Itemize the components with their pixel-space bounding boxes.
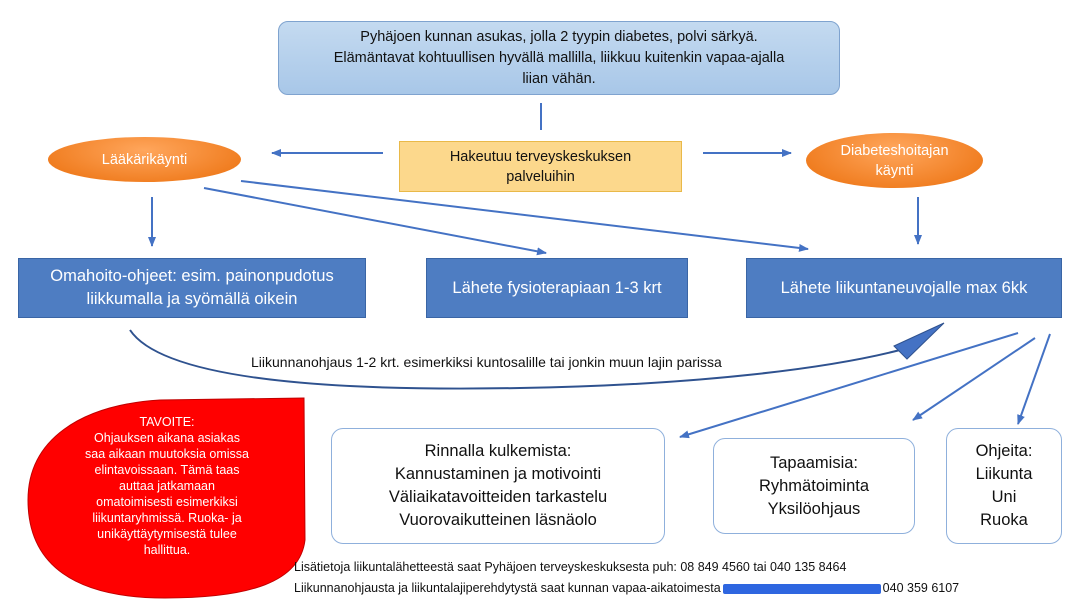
arrow-to-rinnalla [680, 333, 1018, 437]
nurse-line-2: käynti [875, 162, 914, 179]
goal-line: unikäyttäytymisestä tulee [97, 527, 237, 541]
meetings-line: Ryhmätoiminta [758, 476, 870, 495]
goal-line: omatoimisesti esimerkiksi [96, 495, 238, 509]
health-center-box [399, 141, 682, 192]
goal-line: liikuntaryhmissä. Ruoka- ja [92, 511, 242, 525]
top-line-3: liian vähän. [522, 70, 596, 87]
self-care-line-1: Omahoito-ohjeet: esim. painonpudotus [50, 267, 334, 285]
accompaniment-line: Väliaikatavoitteiden tarkastelu [388, 488, 608, 506]
doctor-visit-label: Lääkärikäynti [101, 151, 188, 168]
goal-line: auttaa jatkamaan [119, 479, 215, 493]
self-care-line-2: liikkumalla ja syömällä oikein [86, 290, 298, 308]
arrow-to-tapaamisia [913, 338, 1035, 420]
arc-label: Liikunnanohjaus 1-2 krt. esimerkiksi kuntosalille tai jonkin muun lajin parissa [251, 354, 722, 370]
footer-2-text: Liikunnanohjausta ja liikuntalajiperehdytystä saat kunnan vapaa-aikatoimesta [294, 581, 721, 595]
goal-line: elintavoissaan. Tämä taas [94, 463, 240, 477]
diabetes-nurse-oval [806, 133, 983, 188]
instructions-line: Ohjeita: [975, 442, 1033, 460]
instructions-line: Liikunta [975, 465, 1033, 483]
arrow-to-ohjeita [1018, 334, 1050, 424]
top-line-1: Pyhäjoen kunnan asukas, jolla 2 tyypin diabetes, polvi särkyä. [360, 28, 758, 45]
instructions-line: Uni [991, 488, 1017, 506]
arc-arrowhead [894, 323, 944, 359]
instructions-line: Ruoka [980, 511, 1028, 529]
nurse-line-1: Diabeteshoitajan [840, 142, 949, 159]
physio-label: Lähete fysioterapiaan 1-3 krt [452, 278, 662, 297]
physio-referral-box [426, 258, 688, 318]
redacted-email [723, 584, 881, 594]
goal-line: hallittua. [143, 543, 191, 557]
center-line-1: Hakeutuu terveyskeskuksen [449, 148, 632, 165]
accompaniment-line: Rinnalla kulkemista: [424, 442, 572, 460]
accompaniment-line: Kannustaminen ja motivointi [394, 465, 602, 483]
exercise-referral-label: Lähete liikuntaneuvojalle max 6kk [780, 278, 1028, 297]
self-care-box [18, 258, 366, 318]
accompaniment-box [331, 428, 665, 544]
meetings-line: Tapaamisia: [769, 453, 859, 472]
goal-text [50, 414, 284, 558]
goal-line: Ohjauksen aikana asiakas [94, 431, 240, 445]
center-line-2: palveluihin [506, 168, 575, 185]
instructions-box [946, 428, 1062, 544]
meetings-line: Yksilöohjaus [767, 499, 861, 518]
goal-line: saa aikaan muutoksia omissa [85, 447, 249, 461]
meetings-box [713, 438, 915, 534]
doctor-visit-oval [48, 137, 241, 182]
exercise-referral-box [746, 258, 1062, 318]
patient-description-box [278, 21, 840, 95]
goal-line: TAVOITE: [139, 415, 195, 429]
footer-2-phone: 040 359 6107 [882, 581, 960, 595]
accompaniment-line: Vuorovaikutteinen läsnäolo [399, 511, 597, 529]
top-line-2: Elämäntavat kohtuullisen hyvällä mallilla, liikkuu kuitenkin vapaa-ajalla [333, 49, 785, 66]
footer-info-1: Lisätietoja liikuntalähetteestä saat Pyhäjoen terveyskeskuksesta puh: 08 849 4560 tai 040 135 8464 [294, 560, 847, 574]
footer-info-2 [294, 581, 959, 595]
